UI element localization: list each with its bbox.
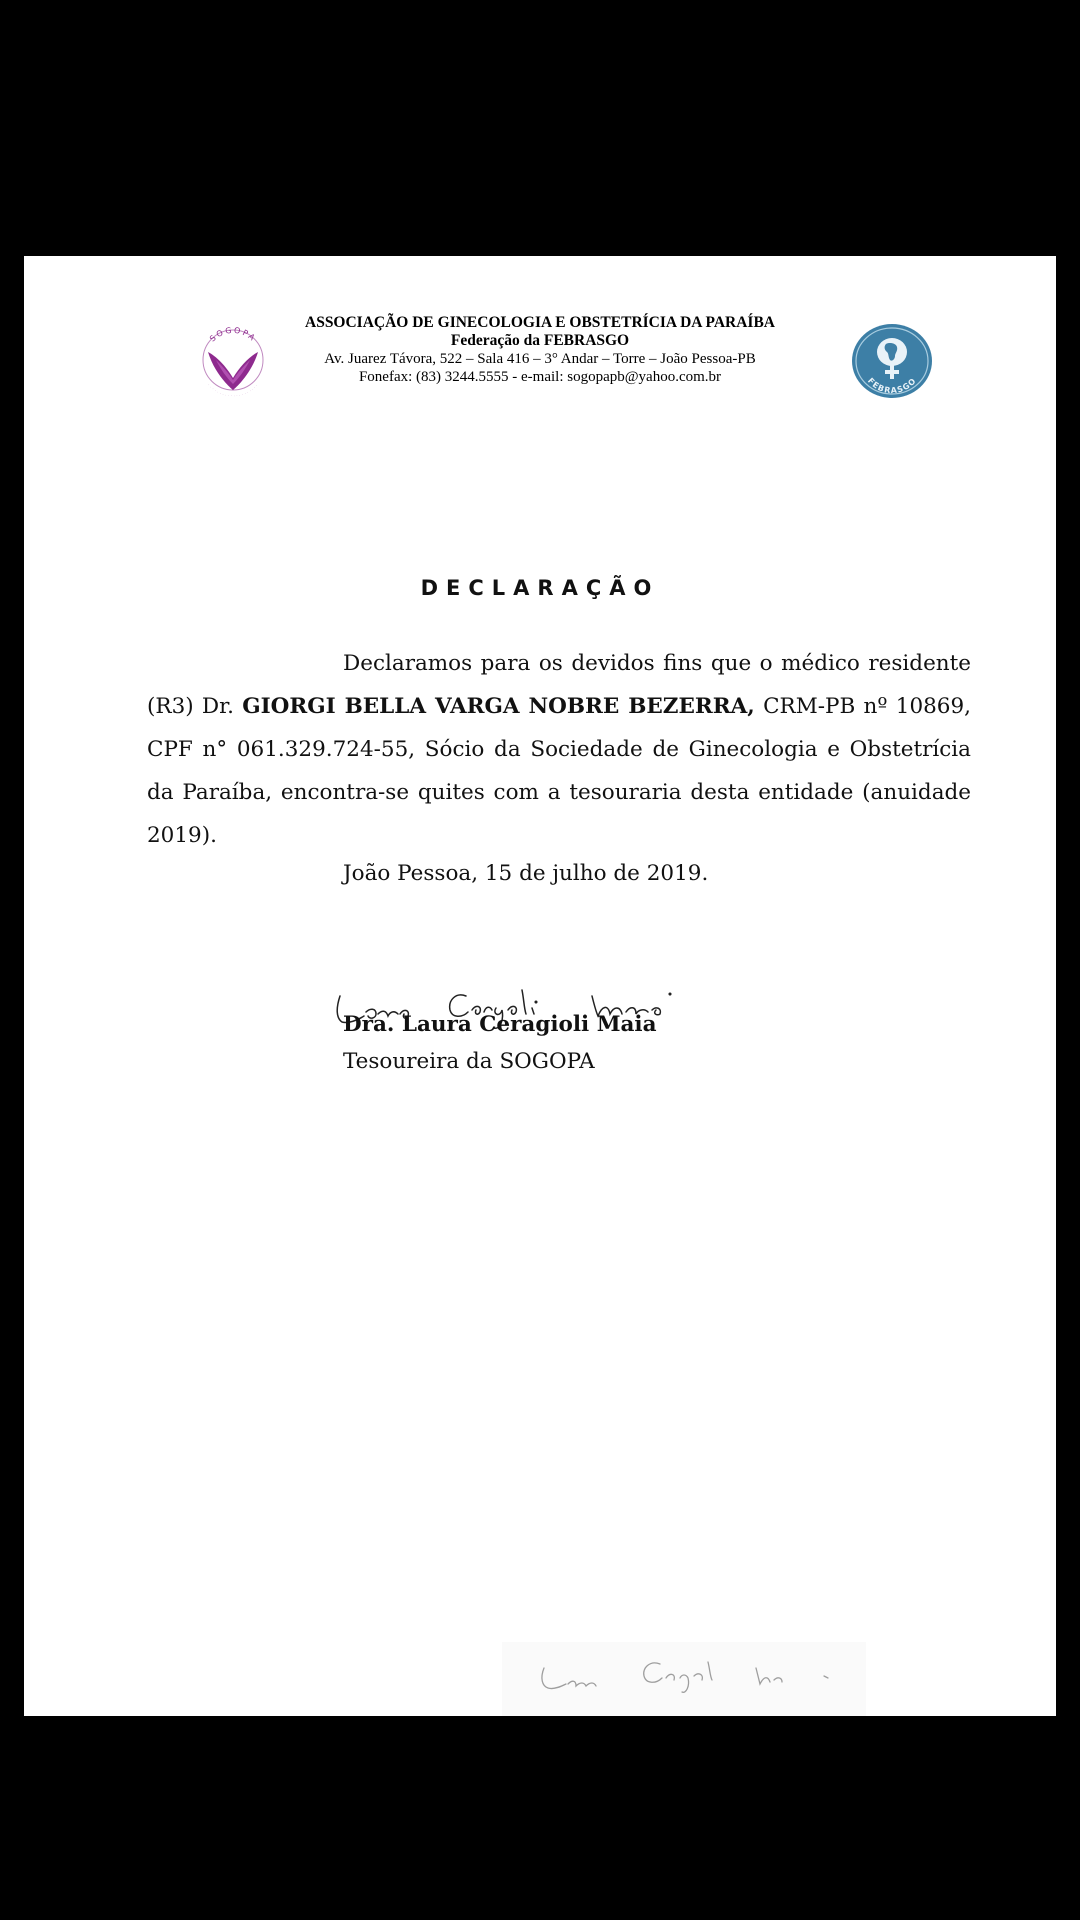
body-text-intro: Declaramos para os devidos fins que o médico residente (R3) Dr. <box>147 651 971 719</box>
organization-name: ASSOCIAÇÃO DE GINECOLOGIA E OBSTETRÍCIA DA PARAÍBA <box>305 314 775 331</box>
federation-name: Federação da FEBRASGO <box>450 332 630 349</box>
contact-info: Fonefax: (83) 3244.5555 - e-mail: sogopapb@yahoo.com.br <box>358 369 722 385</box>
member-name: GIORGI BELLA VARGA NOBRE BEZERRA, <box>242 694 755 719</box>
faded-signature-icon <box>524 1644 864 1704</box>
signer-name: Dra. Laura Ceragioli Maia <box>343 1012 657 1037</box>
declaration-body <box>147 642 971 857</box>
address: Av. Juarez Távora, 522 – Sala 416 – 3° Andar – Torre – João Pessoa-PB <box>324 351 756 367</box>
svg-text:FEBRASGO: FEBRASGO <box>865 376 919 396</box>
svg-text:· · · · · · · · · · · · · · ·: · · · · · · · · · · · · · · · · · · · · <box>207 383 259 398</box>
document-title: DECLARAÇÃO <box>420 576 660 600</box>
svg-text:SOGOPA: SOGOPA <box>207 325 258 344</box>
place-date: João Pessoa, 15 de julho de 2019. <box>343 861 709 886</box>
body-text-details: CRM-PB nº 10869, CPF n° 061.329.724-55, Sócio da Sociedade de Ginecologia e Obstetrícia da Paraíba, encontra-se quites com a tesouraria desta entidade (anuidade 2019). <box>147 694 972 848</box>
febrasgo-logo-icon <box>851 322 933 400</box>
signer-role: Tesoureira da SOGOPA <box>343 1049 595 1074</box>
document-page <box>24 256 1056 1716</box>
